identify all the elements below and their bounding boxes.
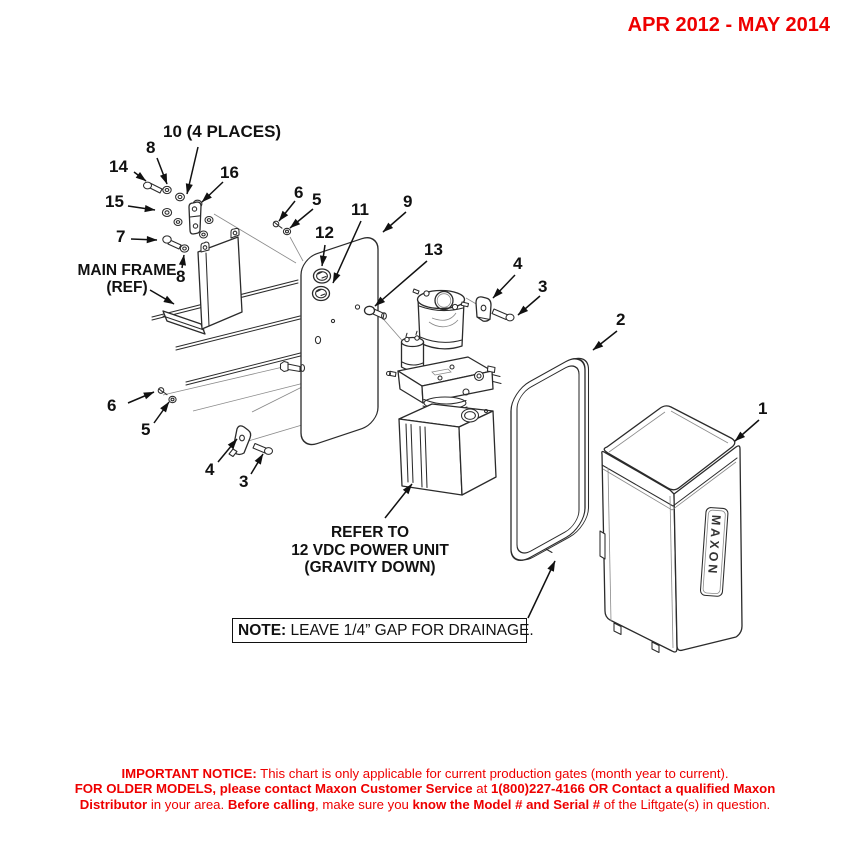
nut-8b bbox=[180, 245, 188, 252]
washer-10e bbox=[174, 219, 182, 226]
washer-10d bbox=[200, 231, 208, 238]
bolt-3b bbox=[253, 444, 273, 455]
filler-cap bbox=[462, 409, 479, 422]
screw-6a bbox=[273, 221, 282, 228]
callout-6b: 6 bbox=[107, 396, 117, 415]
refer-line1: REFER TO bbox=[330, 524, 410, 541]
callout-2: 2 bbox=[616, 310, 626, 329]
footer-line3: Distributor in your area. Before calling, make sure you know the Model # and Serial # of the Liftgate(s) in question. bbox=[79, 796, 771, 812]
footer-line1: IMPORTANT NOTICE: This chart is only applicable for current production gates (month year to current). bbox=[121, 766, 729, 781]
screw-6b bbox=[158, 388, 167, 395]
link-plate-16 bbox=[189, 202, 201, 234]
washer-10c bbox=[205, 217, 213, 224]
callout-8a: 8 bbox=[146, 138, 156, 157]
main-frame-line2: (REF) bbox=[106, 279, 148, 296]
callout-3a: 3 bbox=[538, 277, 548, 296]
refer-line2: 12 VDC POWER UNIT bbox=[291, 541, 449, 559]
callout-4a: 4 bbox=[513, 254, 523, 273]
date-range-header: APR 2012 - MAY 2014 bbox=[627, 14, 830, 36]
hardware-cluster-top bbox=[144, 182, 214, 252]
bolt-3a bbox=[492, 309, 514, 321]
note-prefix: NOTE: bbox=[238, 621, 287, 639]
bolt-7 bbox=[163, 236, 181, 249]
callout-1: 1 bbox=[758, 399, 768, 418]
refer-arrow bbox=[385, 484, 412, 518]
callout-7: 7 bbox=[116, 227, 126, 246]
note-text: LEAVE 1/4” GAP FOR DRAINAGE. bbox=[286, 621, 534, 639]
callout-14: 14 bbox=[109, 157, 128, 176]
plate-stud bbox=[281, 362, 301, 372]
cover-latch bbox=[600, 531, 605, 559]
clip-4a bbox=[476, 297, 491, 321]
main-frame-label bbox=[52, 262, 202, 296]
callout-10: 10 (4 PLACES) bbox=[163, 122, 282, 141]
callout-16: 16 bbox=[220, 163, 239, 182]
callout-5a: 5 bbox=[312, 190, 322, 209]
footer-line2: FOR OLDER MODELS, please contact Maxon Customer Service at 1(800)227-4166 OR Contact a qualified Maxon bbox=[74, 781, 776, 797]
important-notice-footer bbox=[0, 766, 850, 812]
callout-8b: 8 bbox=[176, 267, 186, 286]
note-arrow bbox=[528, 561, 555, 618]
callout-5b: 5 bbox=[141, 420, 151, 439]
callout-9: 9 bbox=[403, 192, 413, 211]
plate-rivet bbox=[355, 305, 359, 309]
washer-10a bbox=[176, 193, 185, 201]
nut-8a bbox=[163, 186, 171, 193]
mounting-plate bbox=[301, 233, 379, 449]
washer-5a bbox=[283, 228, 290, 234]
callout-15: 15 bbox=[105, 192, 124, 211]
callout-4b: 4 bbox=[205, 460, 215, 479]
cover-gasket bbox=[511, 349, 589, 569]
drainage-note-box bbox=[232, 618, 534, 643]
callout-12: 12 bbox=[315, 223, 334, 242]
bolt-14 bbox=[144, 182, 165, 193]
drain-gap-mark bbox=[546, 549, 552, 553]
callout-11: 11 bbox=[351, 200, 369, 219]
maxon-logo-text: MAXON bbox=[705, 514, 724, 577]
callout-3b: 3 bbox=[239, 472, 249, 491]
refer-to-power-unit-label bbox=[270, 524, 470, 577]
nut-15 bbox=[162, 209, 171, 217]
main-frame-line1: MAIN FRAME bbox=[77, 262, 177, 279]
washer-5b bbox=[169, 396, 176, 402]
callout-6a: 6 bbox=[294, 183, 304, 202]
callout-13: 13 bbox=[424, 240, 443, 259]
refer-line3: (GRAVITY DOWN) bbox=[304, 559, 436, 576]
pump-cover bbox=[600, 406, 742, 653]
reservoir-tank bbox=[399, 404, 496, 495]
clip-4b bbox=[229, 426, 251, 457]
